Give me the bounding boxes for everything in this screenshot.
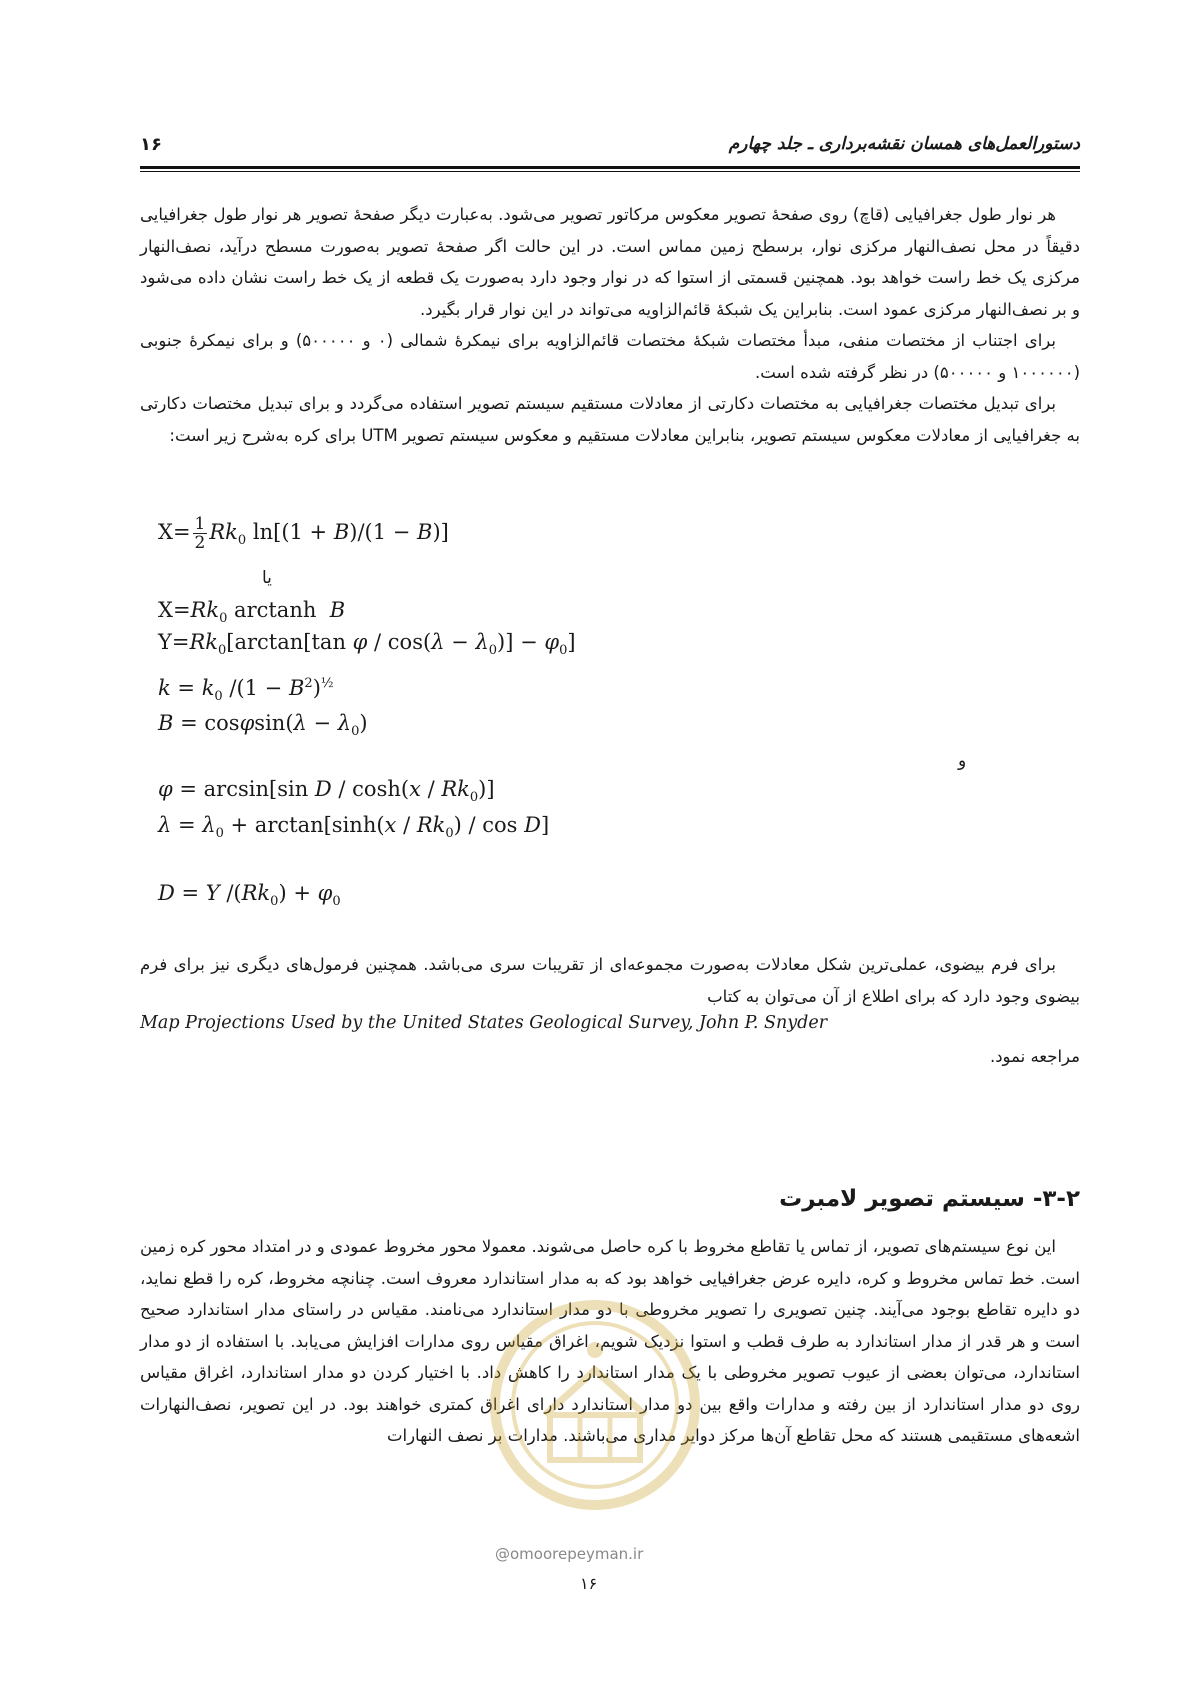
equation-k: $k = k_0$ $/(1 - B^2)^{\frac{1}{2}}$ (158, 676, 334, 705)
header-rule (140, 166, 1080, 169)
equation-phi: φ = arcsin[sin D / $\cosh(x / Rk_0)$] (158, 777, 495, 806)
book-reference: Map Projections Used by the United States Geological Survey, John P. Snyder (140, 1013, 828, 1033)
or-word: یا (262, 568, 272, 588)
equation-y: $Y=Rk_0[\arctan[\tan$ $\varphi / \cos(\lambda - \lambda_0)] - \varphi_0$] (158, 630, 576, 659)
page-header (140, 128, 1080, 164)
paragraph-lambert: این نوع سیستم‌های تصویر، از تماس یا تقاطع مخروط با کره حاصل می‌شوند. معمولا محور مخروط عمودی و در امتداد محور کره زمین است. خط تماس مخروط و کره، دایره عرض جغرافیایی خواهد بود که به مدار استاندارد معروف است. چنانچه مخروط، کره را قطع نماید، دو دایره تقاطع بوجود می‌آیند. چنین تصویری را تصویر مخروطی با دو مدار استاندارد می‌نامند. مقیاس در راستای مدار استاندارد صحیح است و هر قدر از مدار استاندارد به طرف قطب و استوا نزدیک شویم، اغراق مقیاس روی مدارات افزایش می‌یابد. با استفاده از دو مدار استاندارد، می‌توان بعضی از عیوب تصویر مخروطی با یک مدار استاندارد را کاهش داد. با اختیار کردن دو مدار استاندارد، اغراق مقیاس روی دو مدار استاندارد از بین رفته و مدارات واقع بین دو مدار استاندارد دارای اغراق کمتری خواهند بود. در این تصویر، نصف‌النهارات اشعه‌های مستقیمی هستند که محل تقاطع آن‌ها مرکز دوایر مداری می‌باشند. مدارات بر نصف النهارات (140, 1237, 1080, 1445)
watermark-url: @omoorepeyman.ir (495, 1545, 644, 1563)
section-heading: ۳-۲- سیستم تصویر لامبرت (779, 1186, 1080, 1212)
header-rule-thin (140, 171, 1080, 172)
refer-text: مراجعه نمود. (989, 1047, 1080, 1066)
paragraph-2: برای اجتناب از مختصات منفی، مبدأ مختصات شبکهٔ مختصات قائم‌الزاویه برای نیمکرهٔ شمالی (۰ و ۵۰۰۰۰۰) و برای نیمکرهٔ جنوبی (۱۰۰۰۰۰۰ و ۵۰۰۰۰۰) در نظر گرفته شده است. (140, 331, 1080, 382)
paragraph-3: برای تبدیل مختصات جغرافیایی به مختصات دکارتی از معادلات مستقیم سیستم تصویر استفاده می‌گردد و برای تبدیل مختصات دکارتی به جغرافیایی از معادلات معکوس سیستم تصویر، بنابراین معادلات مستقیم و معکوس سیستم تصویر UTM برای کره به‌شرح زیر است: (140, 394, 1080, 445)
equation-x-arctanh: $X=Rk_0$ arctanh B (158, 598, 346, 627)
header-page-number: ۱۶ (140, 134, 162, 155)
and-word: و (958, 751, 967, 771)
equation-x-ln: X= $\frac{1}{2}$ $Rk_0$ ln[(1 + B)/(1 − B)] (158, 514, 449, 553)
footer-page-number: ۱۶ (580, 1574, 598, 1593)
paragraph-1: هر نوار طول جغرافیایی (قاچ) روی صفحهٔ تصویر معکوس مرکاتور تصویر می‌شود. به‌عبارت دیگر صفحهٔ تصویر هر نوار طول جغرافیایی دقیقاً در محل نصف‌النهار مرکزی نوار، برسطح زمین مماس است. در این حالت اگر صفحهٔ تصویر به‌صورت مسطح درآید، نصف‌النهار مرکزی یک خط راست خواهد بود. همچنین قسمتی از استوا که در نوار وجود دارد به‌صورت یک قطعه از یک خط راست نشان داده می‌شود و بر نصف‌النهار مرکزی عمود است. بنابراین یک شبکهٔ قائم‌الزاویه می‌تواند در این نوار قرار بگیرد. (140, 205, 1080, 319)
paragraph-ellipsoid: برای فرم بیضوی، عملی‌ترین شکل معادلات به‌صورت مجموعه‌ای از تقریبات سری می‌باشد. همچنین فرمول‌های دیگری نیز برای فرم بیضوی وجود دارد که برای اطلاع از آن می‌توان به کتاب (140, 955, 1080, 1006)
ellipsoid-text (140, 949, 1080, 1012)
equation-b: $B = \cos\varphi\sin(\lambda - \lambda_0)$ (158, 711, 368, 740)
equation-lambda: $\lambda = \lambda_0 + \arctan[\sinh(x / Rk_0) / \cos D]$ (158, 813, 550, 842)
equation-d: D = Y $/(Rk_0) + \varphi_0$ (158, 881, 341, 910)
intro-text (140, 199, 1080, 451)
watermark-logo (480, 1290, 710, 1520)
refer-line (140, 1041, 1080, 1073)
running-title: دستورالعمل‌های همسان نقشه‌برداری ـ جلد چهارم (728, 134, 1080, 154)
